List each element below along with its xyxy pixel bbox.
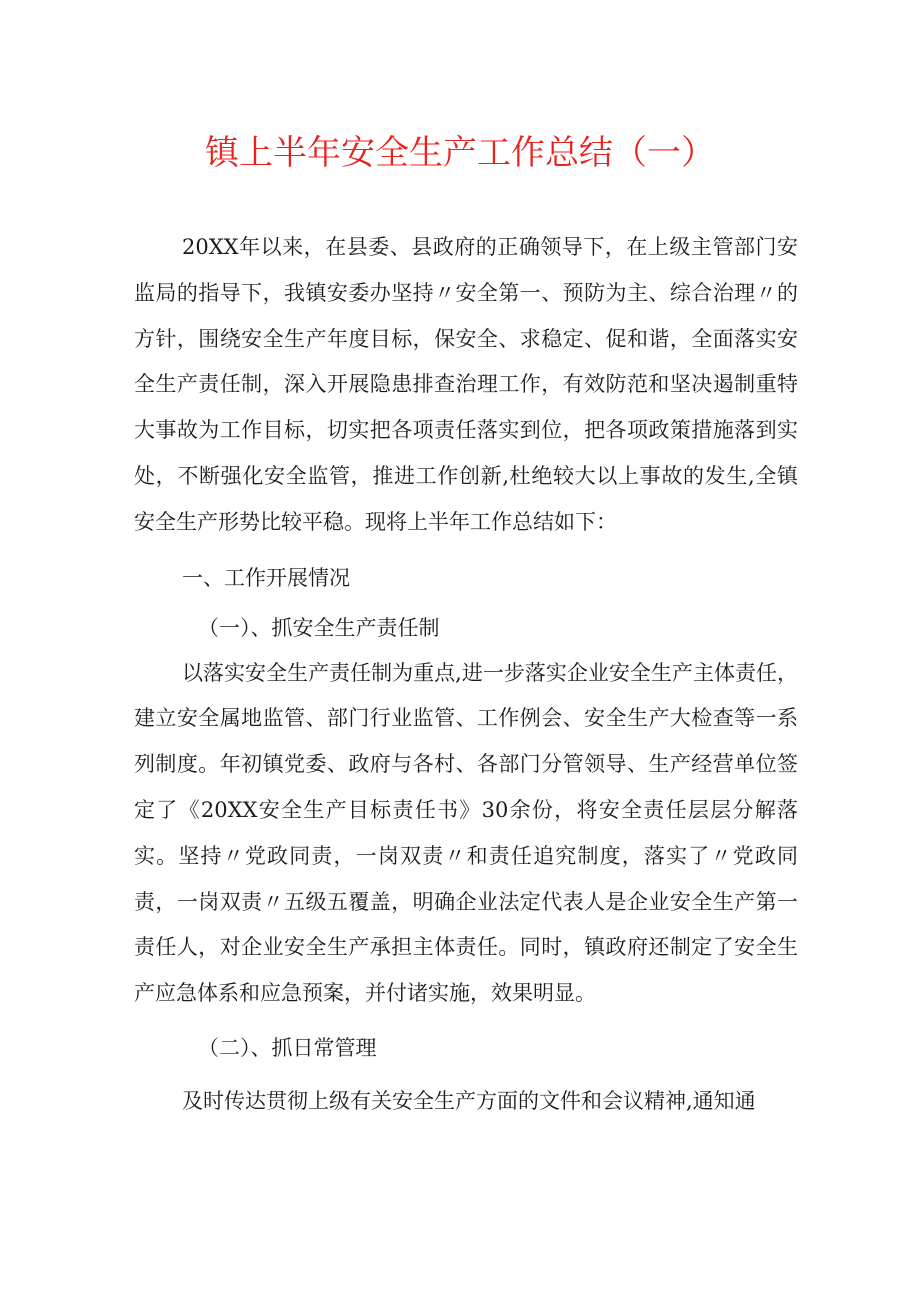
section-heading-work-status: 一、工作开展情况 — [182, 565, 350, 590]
subsection-heading-daily-management: （二）、抓日常管理 — [198, 1035, 377, 1060]
daily-management-paragraph: 及时传达贯彻上级有关安全生产方面的文件和会议精神,通知通 — [182, 1088, 756, 1113]
document-body — [134, 225, 798, 1125]
document-title: 镇上半年安全生产工作总结（一） — [205, 133, 715, 173]
intro-paragraph: 20XX年以来，在县委、县政府的正确领导下，在上级主管部门安监局的指导下，我镇安委办坚持〃安全第一、预防为主、综合治理〃的方针，围绕安全生产年度目标，保安全、求稳定、促和谐，全面落实安全生产责任制，深入开展隐患排查治理工作，有效防范和坚决遏制重特大事故为工作目标，切实把各项责任落实到位，把各项政策措施落到实处，不断强化安全监管，推进工作创新,杜绝较大以上事故的发生,全镇安全生产形势比较平稳。现将上半年工作总结如下： — [134, 235, 798, 534]
responsibility-paragraph: 以落实安全生产责任制为重点,进一步落实企业安全生产主体责任，建立安全属地监管、部门行业监管、工作例会、安全生产大检查等一系列制度。年初镇党委、政府与各村、各部门分管领导、生产经营单位签定了《20XX安全生产目标责任书》30余份，将安全责任层层分解落实。坚持〃党政同责，一岗双责〃和责任追究制度，落实了〃党政同责，一岗双责〃五级五覆盖，明确企业法定代表人是企业安全生产第一责任人，对企业安全生产承担主体责任。同时，镇政府还制定了安全生产应急体系和应急预案，并付诸实施，效果明显。 — [134, 660, 798, 1006]
subsection-heading-responsibility: （一）、抓安全生产责任制 — [198, 615, 440, 640]
